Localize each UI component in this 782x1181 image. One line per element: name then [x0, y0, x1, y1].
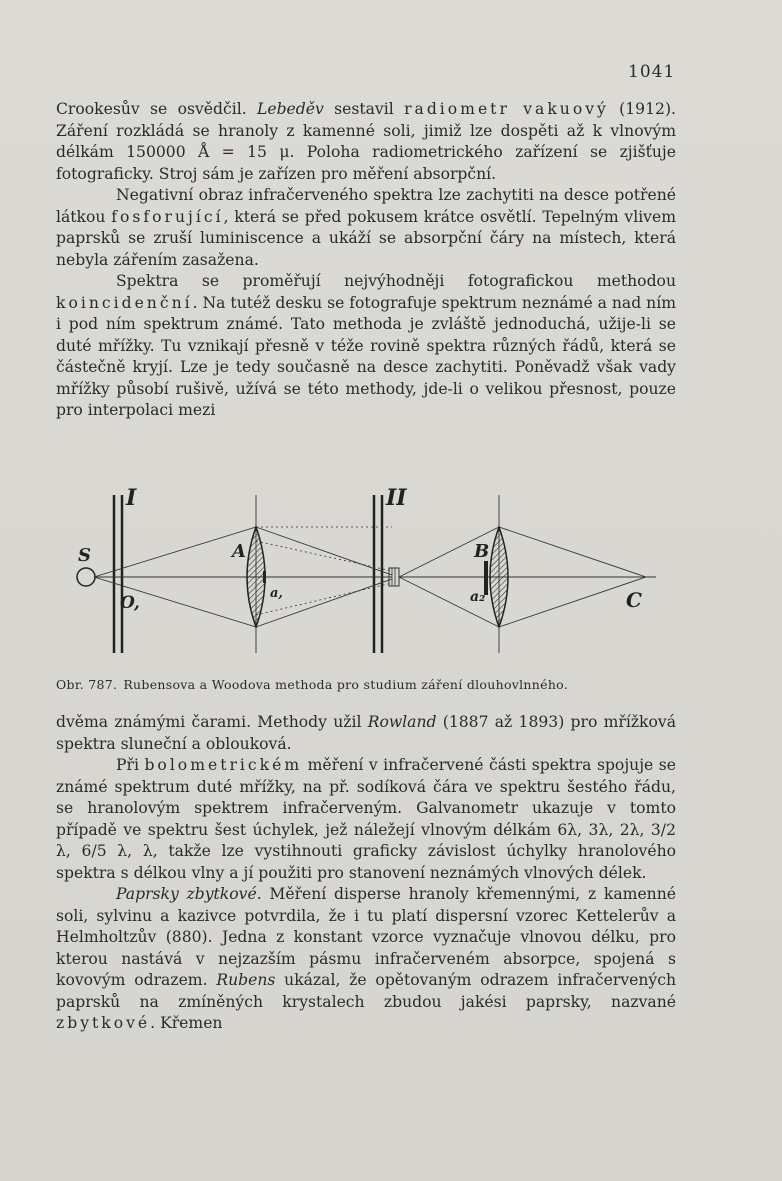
top-text-block: [56, 99, 676, 422]
text-run: měření v infračervené části spektra spojuje se známé spektrum duté mřížky, na př. sodíková čára ve spektru šestého řádu, se hranolovým spektrem infračerveným. Galvanometr ukazuje v tomto případě ve spektru šest úchylek, jež náležejí vlnovým délkám 6λ, 3λ, 2λ, 3/2 λ, 6/5 λ, λ, takže lze vystihnouti graficky závislost úchylky hranolového spektra s délkou vlny a jí použiti pro stanovení neznámých vlnových délek.: [56, 756, 677, 882]
text-run-italic: Rubens: [216, 971, 276, 989]
caption-number: Obr. 787.: [56, 677, 118, 692]
label-focus-c: C: [626, 588, 642, 612]
text-run: , která se před pokusem krátce osvětlí. Tepelným vlivem paprsků se zruší luminiscence a ukáží se absorpční čáry na místech, která nebyla zářením zasažena.: [56, 207, 677, 269]
text-run-spaced: zbytkové: [56, 1014, 151, 1032]
paragraph: [56, 755, 676, 884]
figure-caption: [56, 677, 696, 692]
text-run-spaced: koincidenční: [56, 293, 193, 312]
stop-a1: [263, 571, 266, 583]
text-run-spaced: fosforující: [111, 207, 224, 226]
label-o: O,: [120, 593, 140, 613]
source-circle: [77, 568, 95, 586]
text-run: . Měření disperse hranoly křemennými, z kamenné soli, sylvinu a kazivce potvrdila, že i tu platí dispersní vzorec Kettelerův a Helmholtzův (880). Jedna z konstant vzorce vyznačuje vlnovou délku, pro kterou nastává v nejzazším pásmu infračerveném absorpce, spojená s kovovým odrazem.: [56, 885, 676, 989]
text-run-italic: Paprsky zbytkové: [116, 885, 257, 903]
bottom-text-block: [56, 712, 676, 1035]
text-run: (1912). Záření rozkládá se hranoly z kamenné soli, jimiž lze dospěti až k vlnovým délkám 150000 Å = 15 μ. Poloha radiometrického zařízení se zjišťuje fotograficky. Stroj sám je zařízen pro měření absorpční.: [56, 100, 676, 183]
figure-787: [56, 475, 696, 675]
text-run: Spektra se proměřují nejvýhodněji fotografickou methodou: [116, 272, 676, 290]
lens-b-shape: [490, 527, 508, 627]
ray-line: [499, 527, 646, 577]
text-run: Při: [116, 756, 145, 774]
text-run: sestavil: [323, 100, 405, 118]
paragraph: [56, 271, 676, 422]
text-run: . Na tutéž desku se fotografuje spektrum neznámé a nad ním i pod ním spektrum známé. Tato methoda je zvláště jednoduchá, užije-li se duté mřížky. Tu vznikají přesně v téže rovině spektra různých řádů, která se částečně kryjí. Lze je tedy současně na desce zachytiti. Poněvadž však vady mřížky působí rušivě, užívá se této methody, jde-li o velikou přesnost, pouze pro interpolaci mezi: [56, 293, 676, 419]
ray-line: [499, 577, 646, 627]
label-lens-b: B: [474, 541, 490, 562]
ray-line: [256, 527, 392, 575]
label-source: S: [78, 545, 91, 566]
text-run: . Křemen: [150, 1014, 223, 1032]
text-run-italic: Lebeděv: [256, 100, 324, 118]
text-run: ukázal, že opětovaným odrazem infračervených paprsků na zmíněných krystalech zbudou jakési paprsky, nazvané: [56, 971, 676, 1011]
ray-line: [94, 577, 256, 627]
optical-diagram: [56, 475, 696, 675]
label-slit-ii: II: [386, 485, 407, 511]
text-run: Crookesův se osvědčil.: [56, 100, 257, 118]
label-slit-i: I: [126, 485, 137, 511]
text-run: (1887 až 1893) pro mřížková spektra sluneční a oblouková.: [56, 713, 676, 753]
label-lens-a: A: [232, 541, 246, 562]
text-run-italic: Rowland: [367, 713, 437, 731]
label-a1: a,: [270, 586, 283, 601]
paragraph: [56, 884, 676, 1035]
dotted-ray: [256, 541, 392, 571]
text-run-spaced: bolometrickém: [144, 756, 303, 774]
paragraph: [56, 185, 676, 271]
text-run: dvěma známými čarami. Methody užil: [56, 713, 368, 731]
label-a2: a₂: [470, 589, 486, 605]
paragraph: [56, 99, 676, 185]
paragraph: [56, 712, 676, 755]
caption-text: Rubensova a Woodova methoda pro studium záření dlouhovlnného.: [123, 677, 569, 692]
text-run: Negativní obraz infračerveného spektra lze zachytiti na desce potřené látkou: [56, 186, 676, 226]
text-run-spaced: radiometr vakuový: [404, 100, 609, 118]
page-number: 1041: [628, 62, 676, 82]
